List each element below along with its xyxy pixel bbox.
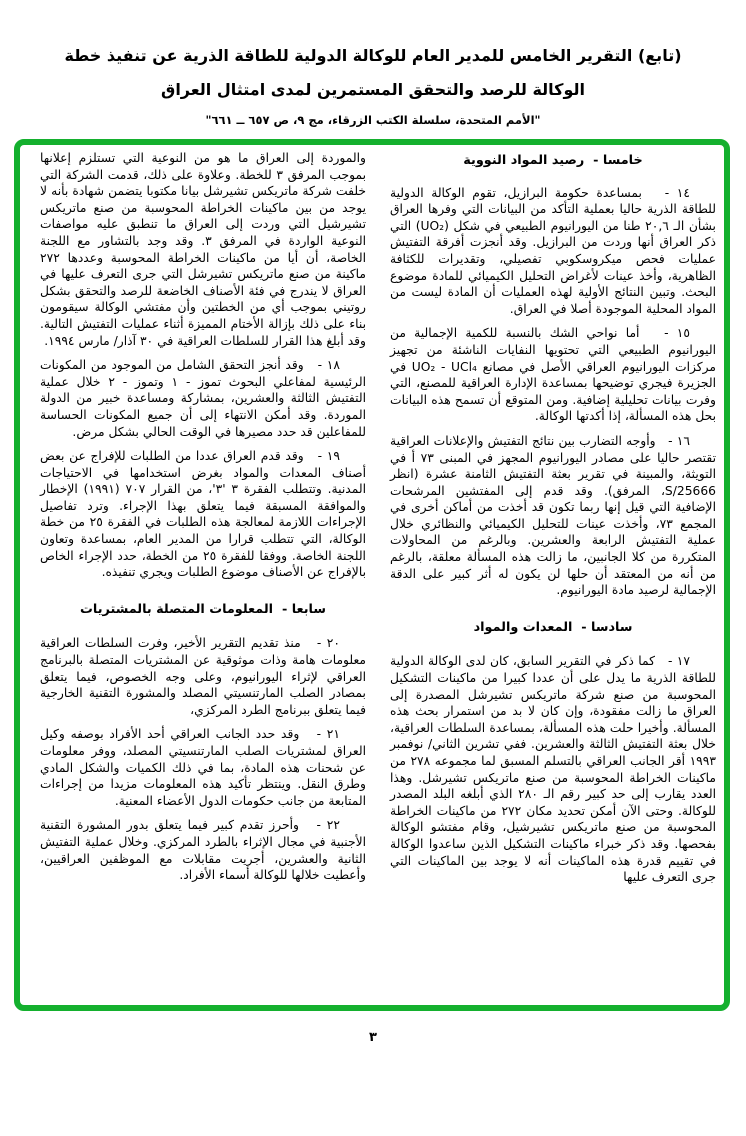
paragraph-17: ١٧ - كما ذكر في التقرير السابق، كان لدى الوكالة الدولية للطاقة الذرية ما يدل على أن عددا كبيرا من ماكينات التشكيل المحوسبة من صنع شركة ماتريكس تشيرشل المصدرة إلى العراق ما زالت مفقودة، وإن كان لا بد من استمرار بحث هذه المسألة. وأخيرا حلت هذه المسألة، بمساعدة السلطات العراقية، خلال بعثة التفتيش الثالثة والعشرين. ففي تشرين الثاني/ نوفمبر ١٩٩٣ أقر الجانب العراقي بالتسلم المسبق لما مجموعه ٢٧٨ من ماكينات الخراطة المحوسبة من صنع ماتريكس تشيرشل. وهذا العدد يقارب إلى حد كبير رقم الـ ٢٨٠ الذي أبلغه البلد المصدر للوكالة. وحتى الآن أمكن تحديد مكان ٢٧٢ من ماكينات الخراطة المحوسبة من صنع ماتريكس تشيرشيل، وقام مفتشو الوكالة بفحصها. وقد ذكر خبراء ماكينات التشكيل الذين ساعدوا الوكالة في تقييم قدرة هذه الماكينات أنه لا يوجد بين الماكينات التي جرى التعرف عليها (390, 654, 717, 885)
paragraph-21: ٢١ - وقد حدد الجانب العراقي أحد الأفراد بوصفه وكيل العراق لمشتريات الصلب المارتنسيتي المصلد، ووفر معلومات عن شحنات هذه المادة، بما في ذلك الكميات والشكل المادي وطرق النقل. وينتظر تأكيد هذه المعلومات مزيدا من إجراءات المتابعة من جانب حكومات الدول الأعضاء المعنية. (40, 727, 366, 808)
column-left (40, 150, 366, 892)
document-title-line-1: (تابع) التقرير الخامس للمدير العام للوكالة الدولية للطاقة الذرية عن تنفيذ خطة (64, 46, 682, 65)
paragraph-22: ٢٢ - وأحرز تقدم كبير فيما يتعلق بدور المشورة التقنية الأجنبية في مجال الإثراء بالطرد المركزي. وخلال عملية التفتيش الثانية والعشرين، أجريت مقابلات مع الموظفين العراقيين، وأعطيت خلالها للوكالة أسماء الأفراد. (40, 818, 366, 883)
document-header (0, 44, 746, 127)
paragraph-17-continuation: والموردة إلى العراق ما هو من النوعية التي تستلزم إعلانها بموجب المرفق ٣ للخطة. وعلاوة على ذلك، قدمت الشركة التي خلفت شركة ماتريكس تشيرشل بيانا مكتوبا يتضمن شهادة بأنه لا يوجد من بين ماكينات الخراطة المحوسبة من صنع ماتريكس تشيرشيل التي وردت إلى العراق ما تنطبق عليه مواصفات النوعية الواردة في المرفق ٣. وقد وجد بالتشاور مع اللجنة الخاصة، أن أيا من ماكينات الخراطة المحوسبة وعددها ٢٧٢ ماكينة من صنع ماتريكس تشيرشل التي جرى التعرف عليها في العراق لا يندرج في فئة الأصناف الخاضعة للرصد والتحقق بشكل روتيني بموجب أي من الخطتين وأن مفتشي الوكالة سيقومون بناء على ذلك بإزالة الأختام المميزة أثناء عمليات التفتيش التالية. وقد أبلغ هذا القرار للسلطات العراقية في ٣٠ آذار/ مارس ١٩٩٤. (40, 151, 366, 348)
paragraph-16: ١٦ - وأوجه التضارب بين نتائج التفتيش والإعلانات العراقية تقتصر حاليا على مصادر اليورانيوم المجهز في المبنى ٧٣ أ في التويثة، والمبينة في تقرير بعثة التفتيش الثامنة عشرة (انظر S/25666، المرفق). وقد قدم إلى المفتشين المرشحات الإضافية التي قيل إنها ربما تكون قد أخذت من أماكن أخرى في المجمع ٧٣، وأخذت عينات للتحليل الكيميائي والنظائري خلال عملية التفتيش الرابعة والعشرين. وبالرغم من المحاولات المتكررة من كلا الجانبين، ما زالت هذه المسألة معلقة، بالرغم من أنه من المعتقد أن حلها لن يكون له أثر كبير على الدقة الإجمالية لرصيد مادة اليورانيوم. (390, 433, 717, 598)
section-heading-sixth-equipment-and-materials: سادسا - المعدات والمواد (473, 619, 633, 635)
paragraph-14: ١٤ - بمساعدة حكومة البرازيل، تقوم الوكالة الدولية للطاقة الذرية حاليا بعملية التأكد من البيانات التي وفرها العراق بشأن الـ ٢٠,٦ طنا من اليورانيوم الطبيعي في شكل (UO₂) التي ذكر العراق أنها وردت من البرازيل. وقد أنجزت أفرقة التفتيش عمليات فحص ميكروسكوبي تفصيلي، وتقديرات للكثافة الظاهرية، وأخذ عينات لأغراض التحليل الكيميائي للمادة موضوع البحث. وتبين النتائج الأولية لهذه العمليات أن المادة ليست من المواد المحلية الموجودة أصلا في العراق. (390, 185, 716, 316)
column-right (390, 153, 716, 894)
page-number: ٣ (369, 1030, 377, 1045)
paragraph-20: ٢٠ - منذ تقديم التقرير الأخير، وفرت السلطات العراقية معلومات هامة وذات موثوقية عن المشتريات المتصلة بالبرنامج العراقي لإثراء اليورانيوم، وعلى وجه الخصوص، فيما يتعلق بمصادر الصلب المارتنسيتي المصلد والمشورة التقنية الخارجية فيما يتعلق ببرنامج الطرد المركزي، (40, 636, 366, 717)
paragraph-15: ١٥ - أما نواحي الشك بالنسبة للكمية الإجمالية من اليورانيوم الطبيعي التي تحتويها النفايات الناشئة من تجهيز مركزات اليورانيوم العراقي الأصل في مصانع UO₂ - UCl₄ في الجزيرة فيجري توضيحها بمساعدة الإدارة العراقية للمصنع، التي وفرت بيانات تحليلية إضافية. ومن المتوقع أن تسمح هذه البيانات بحل هذه المسألة، إذا أكدتها الوكالة. (390, 326, 716, 424)
document-source-citation: "الأمم المتحدة، سلسلة الكتب الزرقاء، مج ٩، ص ٦٥٧ ــ ٦٦١" (205, 112, 541, 127)
section-heading-fifth-nuclear-material-balance: خامسا - رصيد المواد النووية (463, 153, 643, 168)
section-heading-seventh-procurement-information: سابعا - المعلومات المتصلة بالمشتريات (80, 601, 326, 617)
paragraph-19: ١٩ - وقد قدم العراق عددا من الطلبات للإفراج عن بعض أصناف المعدات والمواد بغرض استخدامها في الاحتياجات المدنية. وتتطلب الفقرة ٣ '٣'، من القرار ٧٠٧ (١٩٩١) الإخطار والموافقة المسبقة فيما يتعلق بهذا الإجراء. وترد تفاصيل الإجراءات اللازمة لمعالجة هذه الطلبات في الفقرة ٢٥ من خطة الوكالة، التي تتطلب قرارا من المدير العام، بمساعدة وتعاون اللجنة الخاصة. ووفقا للفقرة ٢٥ من الخطة، حدد الإجراء الخاص بالإفراج عن الأصناف موضوع الطلبات ويجري تنفيذه. (40, 449, 366, 580)
document-title-line-2: الوكالة للرصد والتحقق المستمرين لمدى امتثال العراق (161, 79, 585, 99)
paragraph-18: ١٨ - وقد أنجز التحقق الشامل من الموجود من المكونات الرئيسية لمفاعلي البحوث تموز - ١ وتموز - ٢ خلال عملية التفتيش الثالثة والعشرين، بمشاركة ومساعدة خبير من الدولة الموردة. وقد أمكن الانتهاء إلى أن جميع المكونات الحساسة للمفاعلين قد حدد مصيرها في الوقت الحالي بشكل مرض. (40, 358, 366, 439)
